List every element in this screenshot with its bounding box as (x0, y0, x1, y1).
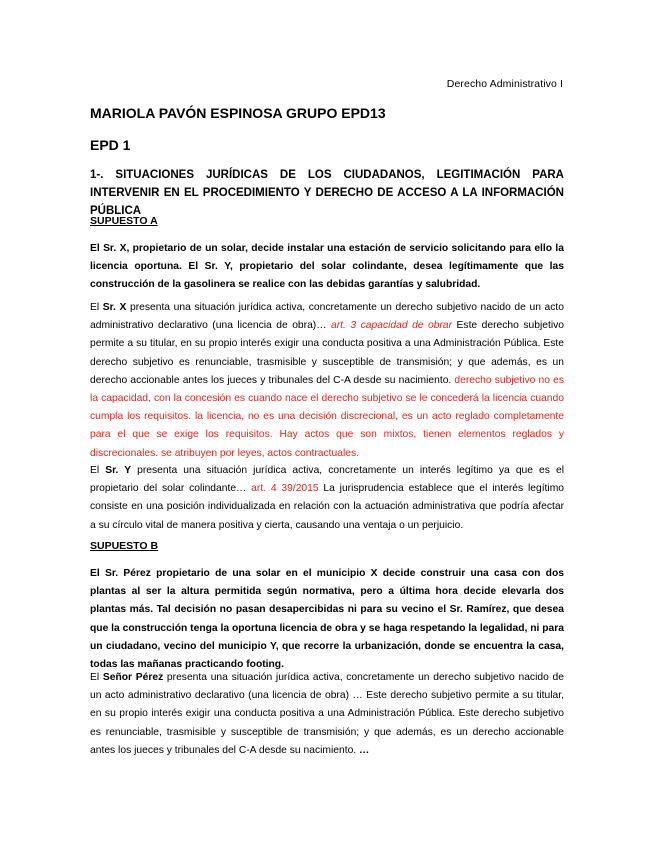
answer-text: presenta una situación jurídica activa, concretamente un derecho subjetivo nacido de un acto administrativo declarativo (una licencia de obra) … Este derecho subjetivo permite a su titular, en su propio interés exigir una conducta positiva a una Administración Pública. Este derecho subjetivo es renunciable, trasmisible y susceptible de transmisión; y que además, es un derecho accionable antes los jueces y tribunales del C-A desde su nacimiento. (90, 672, 564, 756)
supuesto-a-answer-y (90, 462, 564, 535)
course-header: Derecho Administrativo I (446, 78, 563, 90)
section-title: 1-. SITUACIONES JURÍDICAS DE LOS CIUDADANOS, LEGITIMACIÓN PARA INTERVENIR EN EL PROCEDIMIENTO Y DERECHO DE ACCESO A LA INFORMACIÓN PÚBLICA (90, 169, 564, 217)
supuesto-b-answer-perez (90, 669, 564, 760)
answer-text: El (90, 465, 106, 476)
author-line: MARIOLA PAVÓN ESPINOSA GRUPO EPD13 (90, 105, 386, 121)
answer-text: Este derecho subjetivo permite a su titular, en su propio interés exigir una conducta positiva a una Administración Pública. Este derecho subjetivo es renunciable, trasmisible y susceptible de transmisión; y que además, es un derecho accionable antes los jueces y tribunales del C-A desde su nacimiento. (90, 320, 565, 386)
annotation-red: art. 4 39/2015 (251, 483, 319, 495)
epd-title: EPD 1 (90, 137, 131, 153)
supuesto-a-answer-x (90, 299, 564, 463)
answer-text: El (90, 302, 103, 313)
answer-text: El (90, 672, 103, 683)
subject-name: Sr. X (102, 302, 127, 313)
answer-text: presenta una situación jurídica activa, concretamente un derecho subjetivo nacido de un acto administrativo declarativo (una licencia de obra)… (90, 302, 564, 332)
answer-text: La jurisprudencia establece que el interés legítimo consiste en una posición individualizada en relación con la actuación administrativa que podría afectar a su círculo vital de manera positiva y cierta, causando una ventaja o un perjuicio. (90, 483, 565, 531)
supuesto-b-title: SUPUESTO B (90, 540, 159, 552)
annotation-red: derecho subjetivo no es la capacidad, con la concesión es cuando nace el derecho subjetivo se le concederá la licencia cuando cumpla los requisitos. la licencia, no es una decisión discrecional, es un acto reglado completamente para el que se exige los requisitos. Hay actos que son mixtos, tienen elementos reglados y discrecionales. se atribuyen por leyes, actos contractuales. (90, 374, 564, 459)
subject-name: Sr. Y (105, 465, 132, 476)
answer-text: presenta una situación jurídica activa, concretamente un interés legítimo ya que es el propietario del solar colindante… (90, 465, 564, 495)
supuesto-b-statement: El Sr. Pérez propietario de una solar en el municipio X decide construir una casa con dos plantas al ser la altura permitida según normativa, pero a última hora decide elevarla dos plantas más. Tal decisión no pasan desapercibidas ni para su vecino el Sr. Ramírez, que desea que la construcción tenga la oportuna licencia de obra y se haga respetando la legalidad, ni para un ciudadano, vecino del municipio Y, que recorre la urbanización, donde se encuentra la casa, todas las mañanas practicando footing. (90, 568, 564, 671)
supuesto-a-title: SUPUESTO A (90, 215, 158, 227)
supuesto-a-statement: El Sr. X, propietario de un solar, decide instalar una estación de servicio solicitando para ello la licencia oportuna. El Sr. Y, propietario del solar colindante, desea legítimamente que las construcción de la gasolinera se realice con las debidas garantías y salubridad. (90, 243, 564, 291)
annotation-red-italic: art. 3 capacidad de obrar (331, 320, 453, 332)
ellipsis: … (359, 744, 370, 756)
subject-name: Señor Pérez (102, 672, 164, 683)
